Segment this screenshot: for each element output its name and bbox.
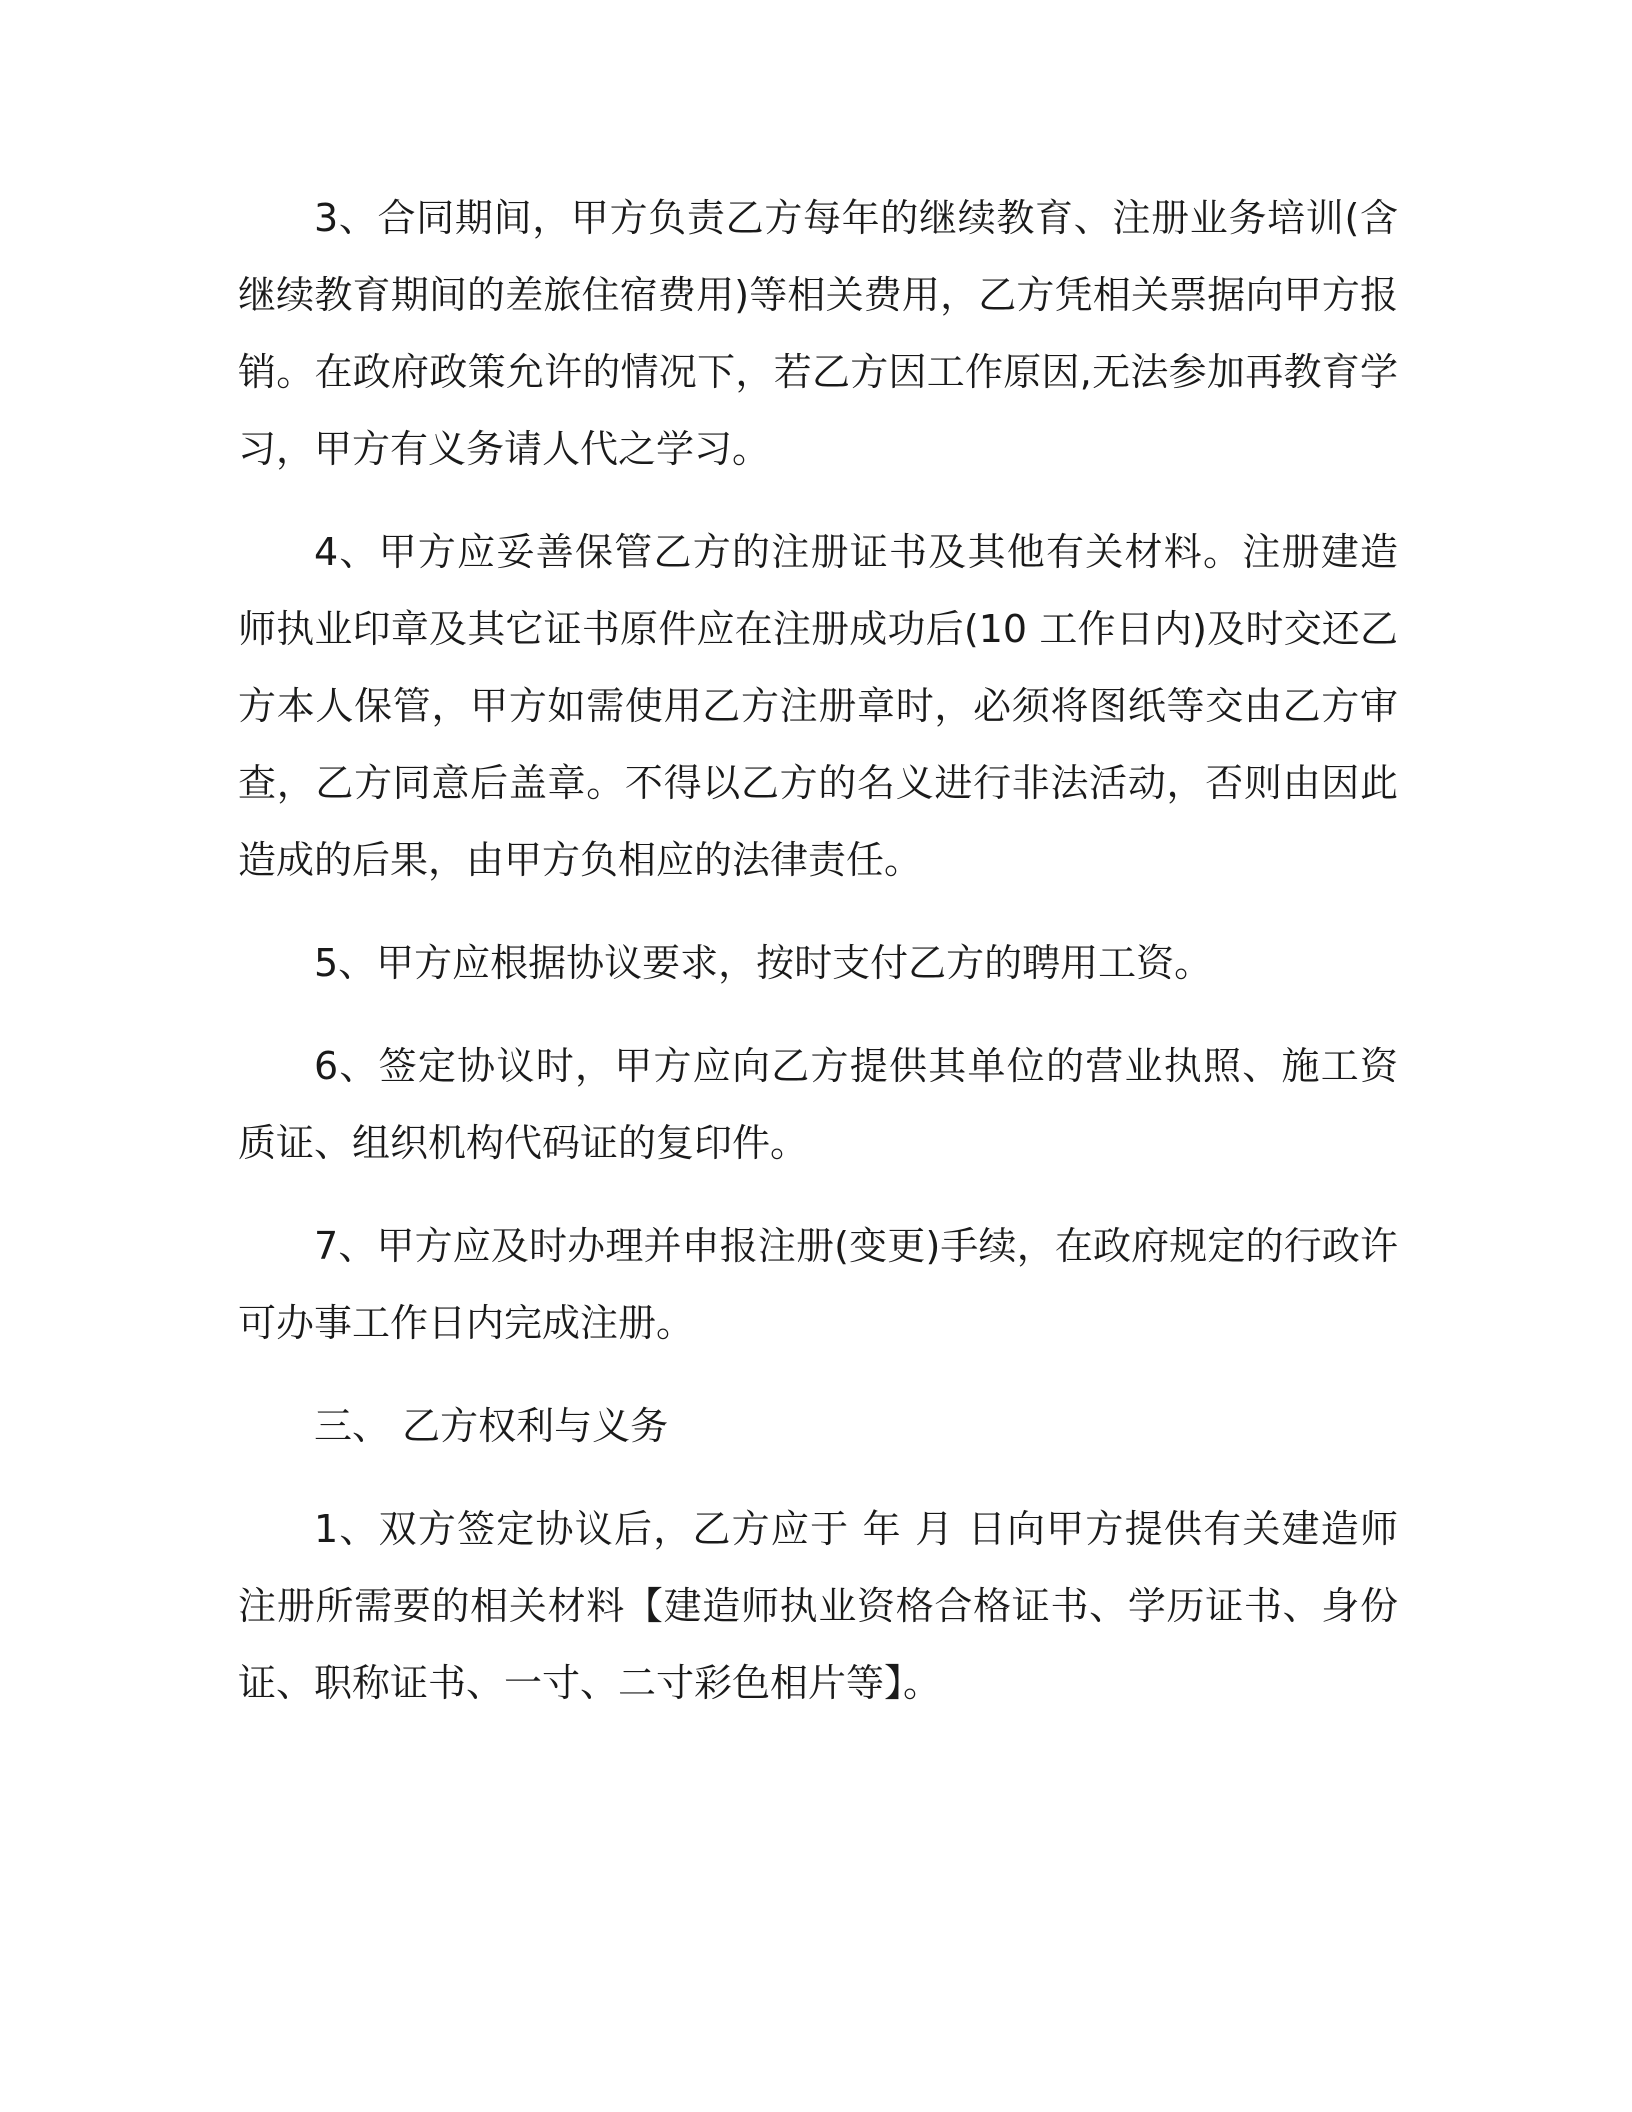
- clause-7: 7、甲方应及时办理并申报注册(变更)手续，在政府规定的行政许可办事工作日内完成注册。: [238, 1224, 1398, 1345]
- document-body: [238, 180, 1398, 1748]
- clause-5: 5、甲方应根据协议要求，按时支付乙方的聘用工资。: [314, 941, 1213, 985]
- section-heading: 三、 乙方权利与义务: [314, 1404, 669, 1448]
- clause-6: 6、签定协议时，甲方应向乙方提供其单位的营业执照、施工资质证、组织机构代码证的复印件。: [238, 1044, 1398, 1165]
- section-clause-1: 1、双方签定协议后，乙方应于 年 月 日向甲方提供有关建造师注册所需要的相关材料【建造师执业资格合格证书、学历证书、身份证、职称证书、一寸、二寸彩色相片等】。: [238, 1507, 1398, 1705]
- clause-3: 3、合同期间，甲方负责乙方每年的继续教育、注册业务培训(含继续教育期间的差旅住宿费用)等相关费用，乙方凭相关票据向甲方报销。在政府政策允许的情况下，若乙方因工作原因,无法参加再教育学习，甲方有义务请人代之学习。: [238, 196, 1398, 471]
- clause-4: 4、甲方应妥善保管乙方的注册证书及其他有关材料。注册建造师执业印章及其它证书原件应在注册成功后(10 工作日内)及时交还乙方本人保管，甲方如需使用乙方注册章时，必须将图纸等交由乙方审查，乙方同意后盖章。不得以乙方的名义进行非法活动，否则由因此造成的后果，由甲方负相应的法律责任。: [238, 530, 1398, 882]
